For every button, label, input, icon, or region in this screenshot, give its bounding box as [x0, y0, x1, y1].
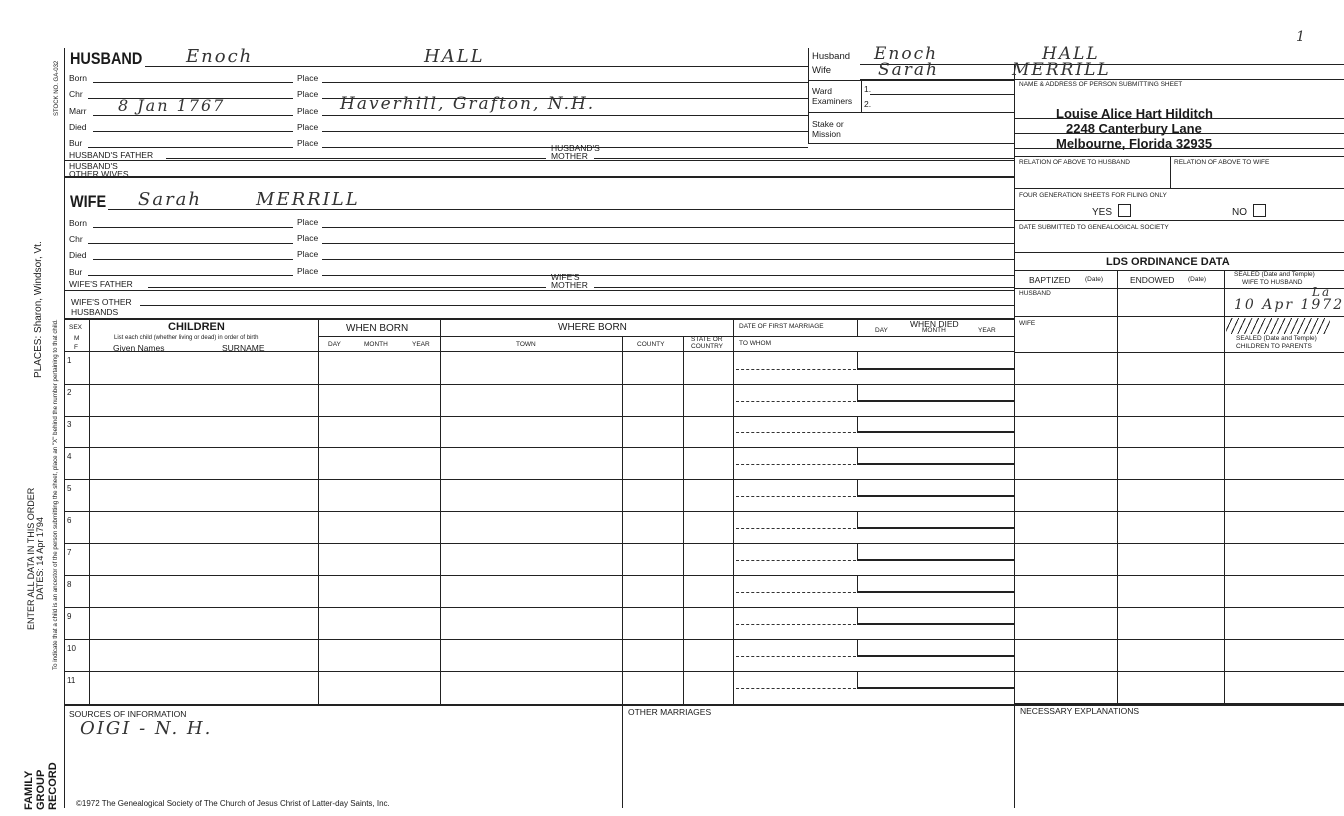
when-died-label: WHEN DIED [910, 319, 959, 329]
wife-born-label: Born [69, 218, 87, 228]
wifes-other-husbands-label-2: HUSBANDS [71, 307, 119, 317]
child-row-4-number: 4 [67, 452, 72, 461]
husbands-mother-label-1: HUSBAND'S [551, 143, 600, 153]
husband-given-name: Enoch [186, 46, 254, 67]
wifes-mother-label-2: MOTHER [551, 280, 588, 290]
wifes-mother-label-1: WIFE'S [551, 272, 580, 282]
header-husband-given: Enoch [874, 44, 939, 64]
husbands-other-wives-label-2: OTHER WIVES [69, 169, 129, 179]
husband-chr-label: Chr [69, 89, 83, 99]
husband-died-label: Died [69, 122, 87, 132]
other-marriages-label: OTHER MARRIAGES [628, 707, 712, 717]
sex-label: SEX [69, 324, 83, 331]
husband-born-label: Born [69, 73, 87, 83]
no-checkbox[interactable] [1253, 204, 1266, 217]
lds-title: LDS ORDINANCE DATA [1106, 256, 1230, 268]
lds-sealed-children-1: SEALED (Date and Temple) [1236, 335, 1317, 342]
enter-all-data: ENTER ALL DATA IN THIS ORDER [26, 487, 36, 630]
where-born-label: WHERE BORN [558, 322, 627, 333]
first-marriage-label: DATE OF FIRST MARRIAGE [739, 323, 824, 330]
header-husband-surname: HALL [1042, 44, 1100, 64]
child-row-1-number: 1 [67, 356, 72, 365]
sources-label: SOURCES OF INFORMATION [69, 709, 187, 719]
header-wife-surname: MERRILL [1012, 60, 1111, 80]
child-row-9-number: 9 [67, 612, 72, 621]
children-title: CHILDREN [168, 321, 225, 333]
born-year-label: YEAR [412, 341, 430, 348]
wife-heading: WIFE [70, 192, 107, 211]
born-month-label: MONTH [364, 341, 388, 348]
lds-husband-label: HUSBAND [1019, 290, 1051, 297]
header-box-left [808, 48, 809, 144]
yes-checkbox[interactable] [1118, 204, 1131, 217]
state-label-1: STATE OR [691, 336, 723, 343]
ward-label-1: Ward [812, 86, 832, 96]
sources-value: OIGI - N. H. [80, 718, 213, 739]
husband-marriage-place: Haverhill, Grafton, N.H. [340, 94, 596, 114]
child-row-5-number: 5 [67, 484, 72, 493]
header-wife-given: Sarah [878, 60, 939, 80]
wife-bur-label: Bur [69, 267, 83, 277]
husband-bur-place-label: Place [297, 138, 319, 148]
stock-number: STOCK NO. GA-032 [54, 60, 60, 116]
stake-label-2: Mission [812, 129, 841, 139]
husbands-other-wives-label-1: HUSBAND'S [69, 161, 118, 171]
stake-label-1: Stake or [812, 119, 844, 129]
relation-wife-label: RELATION OF ABOVE TO WIFE [1174, 159, 1270, 166]
wifes-other-husbands-label-1: WIFE'S OTHER [71, 297, 132, 307]
husband-surname: HALL [424, 46, 485, 67]
husband-marr-place-label: Place [297, 106, 319, 116]
lds-endowed: ENDOWED [1130, 275, 1175, 285]
born-day-label: DAY [328, 341, 341, 348]
record-title-3: RECORD [47, 762, 59, 810]
given-names-label: Given Names [113, 343, 165, 353]
wife-chr-label: Chr [69, 234, 83, 244]
record-title-1: FAMILY [23, 770, 35, 810]
husband-born-place-label: Place [297, 73, 319, 83]
submitter-name: Louise Alice Hart Hilditch [1056, 106, 1213, 121]
died-year-label: YEAR [978, 327, 996, 334]
copyright: ©1972 The Genealogical Society of The Church of Jesus Christ of Latter-day Saints, Inc. [76, 799, 390, 808]
header-wife-label: Wife [812, 65, 831, 76]
sex-f: F [74, 344, 78, 351]
county-label: COUNTY [637, 341, 665, 348]
husband-chr-place-label: Place [297, 89, 319, 99]
date-submitted-label: DATE SUBMITTED TO GENEALOGICAL SOCIETY [1019, 224, 1169, 231]
wifes-father-label: WIFE'S FATHER [69, 279, 133, 289]
submitter-label: NAME & ADDRESS OF PERSON SUBMITTING SHEET [1019, 81, 1183, 88]
lds-sealed-wife-2: WIFE TO HUSBAND [1242, 279, 1303, 286]
lds-endowed-date: (Date) [1188, 276, 1207, 283]
child-row-3-number: 3 [67, 420, 72, 429]
husband-bur-label: Bur [69, 138, 83, 148]
child-row-7-number: 7 [67, 548, 72, 557]
dates-note: DATES: 14 Apr 1794 [35, 517, 45, 600]
children-surname-label: SURNAME [222, 343, 265, 353]
died-month-label: MONTH [922, 327, 946, 334]
child-row-10-number: 10 [67, 644, 76, 653]
submitter-city: Melbourne, Florida 32935 [1056, 136, 1213, 151]
lds-sealed-wife-1: SEALED (Date and Temple) [1234, 271, 1315, 278]
places-note: PLACES: Sharon, Windsor, Vt. [33, 241, 44, 378]
wife-given-name: Sarah [138, 189, 202, 210]
examiner-1: 1. [864, 84, 872, 94]
necessary-explanations-label: NECESSARY EXPLANATIONS [1020, 706, 1140, 716]
state-label-2: COUNTRY [691, 343, 724, 350]
four-generation-label: FOUR GENERATION SHEETS FOR FILING ONLY [1019, 192, 1167, 199]
wife-surname: MERRILL [256, 189, 360, 210]
examiner-2: 2. [864, 99, 872, 109]
header-husband-label: Husband [812, 51, 851, 62]
lds-sealed-children-2: CHILDREN TO PARENTS [1236, 343, 1312, 350]
wife-chr-place-label: Place [297, 233, 319, 243]
husband-marr-label: Marr [69, 106, 87, 116]
lds-wife-label: WIFE [1019, 320, 1036, 327]
when-born-label: WHEN BORN [346, 323, 409, 334]
child-row-11-number: 11 [67, 676, 76, 685]
record-title-2: GROUP [35, 769, 47, 810]
lds-sealed-date: 10 Apr 1972 [1234, 297, 1344, 313]
husband-died-place-label: Place [297, 122, 319, 132]
died-day-label: DAY [875, 327, 888, 334]
town-label: TOWN [516, 341, 536, 348]
sex-m: M [74, 335, 80, 342]
submitter-street: 2248 Canterbury Lane [1066, 121, 1202, 136]
wife-died-label: Died [69, 250, 87, 260]
husbands-father-label: HUSBAND'S FATHER [69, 150, 154, 160]
middle-border [1014, 64, 1015, 808]
husbands-mother-label-2: MOTHER [551, 151, 588, 161]
left-border [64, 48, 65, 808]
husband-marriage-date: 8 Jan 1767 [118, 96, 226, 115]
child-row-8-number: 8 [67, 580, 72, 589]
lds-baptized: BAPTIZED [1029, 275, 1071, 285]
ancestor-instruction: To indicate that a child is an ancestor of the person submitting the sheet, place an "X" behind the number pertaining to that child. [52, 319, 59, 670]
wife-bur-place-label: Place [297, 266, 319, 276]
child-row-2-number: 2 [67, 388, 72, 397]
lds-wife-sealed-hatch [1226, 318, 1330, 334]
wife-died-place-label: Place [297, 249, 319, 259]
child-row-6-number: 6 [67, 516, 72, 525]
ward-label-2: Examiners [812, 96, 853, 106]
corner-mark: 1 [1296, 29, 1307, 45]
relation-husband-label: RELATION OF ABOVE TO HUSBAND [1019, 159, 1130, 166]
yes-label: YES [1092, 207, 1113, 218]
children-instruction: List each child (whether living or dead) in order of birth [114, 335, 259, 341]
to-whom-label: TO WHOM [739, 340, 772, 347]
husband-heading: HUSBAND [70, 49, 143, 68]
no-label: NO [1232, 207, 1247, 218]
wife-born-place-label: Place [297, 217, 319, 227]
lds-sealed-temple: La [1312, 285, 1332, 299]
lds-baptized-date: (Date) [1085, 276, 1104, 283]
